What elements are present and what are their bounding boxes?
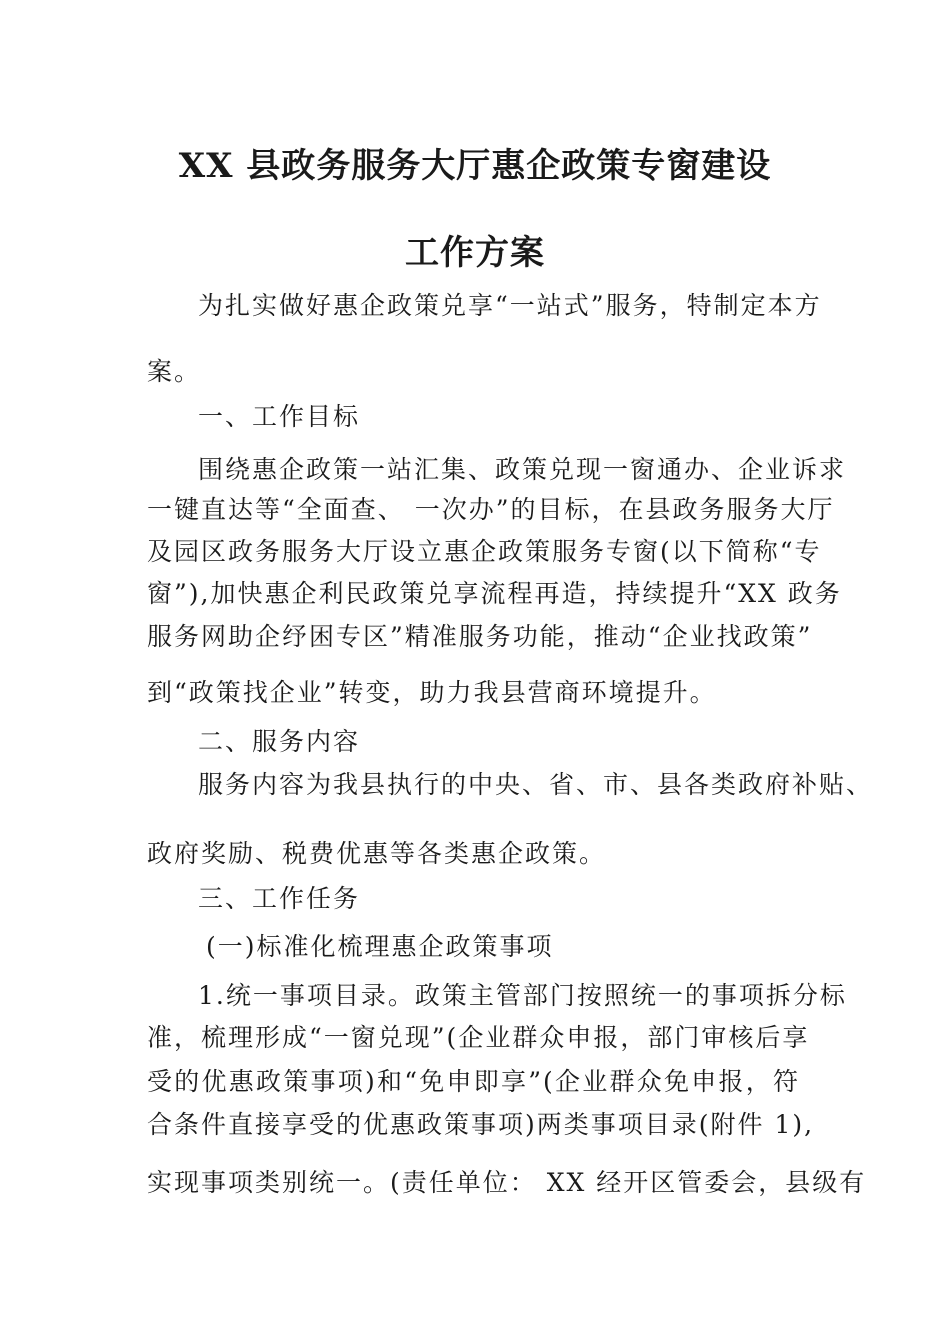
tasks-paragraph-line: 准，梳理形成“一窗兑现”(企业群众申报，部门审核后享 <box>147 1023 810 1052</box>
document-title-line-2: 工作方案 <box>405 233 545 273</box>
tasks-paragraph-line: 1.统一事项目录。政策主管部门按照统一的事项拆分标 <box>198 981 847 1010</box>
tasks-paragraph-line: 受的优惠政策事项)和“免申即享”(企业群众免申报，符 <box>147 1067 800 1096</box>
services-paragraph-line: 政府奖励、税费优惠等各类惠企政策。 <box>147 839 607 868</box>
services-paragraph-line: 服务内容为我县执行的中央、省、市、县各类政府补贴、 <box>198 770 874 799</box>
intro-paragraph-line: 案。 <box>147 357 202 386</box>
subsection-heading: (一)标准化梳理惠企政策事项 <box>206 932 554 961</box>
document-title-line-1: XX 县政务服务大厅惠企政策专窗建设 <box>178 146 772 186</box>
section-heading-goals: 一、工作目标 <box>198 402 361 431</box>
intro-paragraph-line: 为扎实做好惠企政策兑享“一站式”服务，特制定本方 <box>198 291 822 320</box>
section-heading-tasks: 三、工作任务 <box>198 884 361 913</box>
tasks-paragraph-line: 合条件直接享受的优惠政策事项)两类事项目录(附件 1), <box>147 1110 815 1139</box>
goals-paragraph-line: 及园区政务服务大厅设立惠企政策服务专窗(以下简称“专 <box>147 537 822 566</box>
goals-paragraph-line: 服务网助企纾困专区”精准服务功能，推动“企业找政策” <box>147 622 813 651</box>
tasks-paragraph-line: 实现事项类别统一。(责任单位： XX 经开区管委会，县级有 <box>147 1168 867 1197</box>
goals-paragraph-line: 一键直达等“全面查、 一次办”的目标，在县政务服务大厅 <box>147 495 835 524</box>
goals-paragraph-line: 窗”),加快惠企利民政策兑享流程再造，持续提升“XX 政务 <box>147 579 842 608</box>
goals-paragraph-line: 到“政策找企业”转变，助力我县营商环境提升。 <box>147 678 717 707</box>
goals-paragraph-line: 围绕惠企政策一站汇集、政策兑现一窗通办、企业诉求 <box>198 455 847 484</box>
section-heading-services: 二、服务内容 <box>198 727 361 756</box>
